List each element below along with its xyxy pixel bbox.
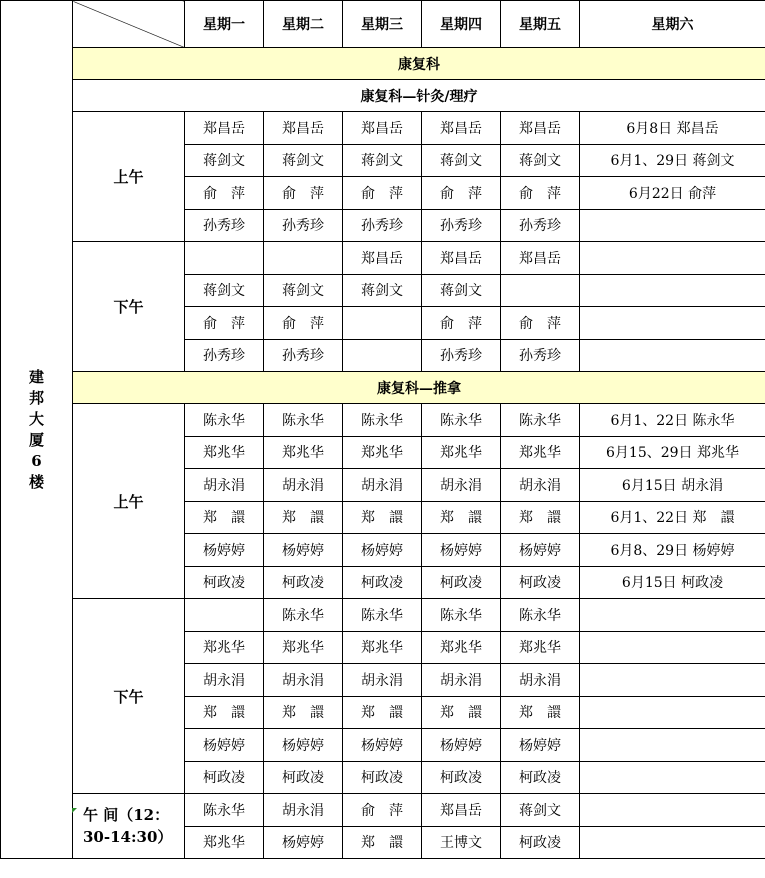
day-header: 星期三 [343,1,422,48]
saturday-cell: 6月22日 俞萍 [580,177,765,210]
doctor-cell: 蒋剑文 [185,144,264,177]
doctor-cell: 郑兆华 [422,631,501,664]
corner-cell [73,1,185,48]
doctor-cell: 胡永涓 [264,794,343,827]
doctor-cell: 郑昌岳 [422,242,501,275]
doctor-cell: 郑昌岳 [501,242,580,275]
time-slot-label: 下午 [73,599,185,794]
doctor-cell: 杨婷婷 [501,534,580,567]
saturday-cell: 6月15日 胡永涓 [580,469,765,502]
schedule-row [1,242,765,275]
doctor-cell [343,339,422,372]
building-label [1,1,73,859]
doctor-cell: 陈永华 [501,404,580,437]
saturday-cell: 6月15、29日 郑兆华 [580,436,765,469]
doctor-cell: 郑昌岳 [185,112,264,145]
saturday-cell: 6月8、29日 杨婷婷 [580,534,765,567]
doctor-cell: 蒋剑文 [264,274,343,307]
doctor-cell: 胡永涓 [264,469,343,502]
doctor-cell: 陈永华 [185,404,264,437]
doctor-cell: 胡永涓 [185,469,264,502]
doctor-cell: 郑 譞 [501,501,580,534]
doctor-cell: 孙秀珍 [264,209,343,242]
saturday-cell [580,339,765,372]
doctor-cell: 郑 譞 [343,501,422,534]
doctor-cell: 俞 萍 [185,177,264,210]
doctor-cell: 蒋剑文 [343,144,422,177]
doctor-cell: 陈永华 [264,599,343,632]
doctor-cell: 郑 譞 [185,501,264,534]
doctor-cell: 郑昌岳 [501,112,580,145]
doctor-cell: 俞 萍 [185,307,264,340]
doctor-cell: 胡永涓 [501,664,580,697]
building-char: 建 [28,367,44,386]
saturday-cell [580,274,765,307]
doctor-cell: 郑 譞 [422,696,501,729]
doctor-cell: 郑兆华 [185,826,264,859]
doctor-cell: 王博文 [422,826,501,859]
doctor-cell: 孙秀珍 [185,339,264,372]
saturday-cell: 6月1、22日 郑 譞 [580,501,765,534]
doctor-cell: 孙秀珍 [501,339,580,372]
day-header: 星期六 [580,1,765,48]
doctor-cell: 杨婷婷 [185,534,264,567]
doctor-cell: 俞 萍 [264,307,343,340]
doctor-cell: 郑兆华 [343,436,422,469]
doctor-cell: 郑兆华 [264,436,343,469]
doctor-cell: 俞 萍 [501,177,580,210]
saturday-cell: 6月8日 郑昌岳 [580,112,765,145]
doctor-cell: 俞 萍 [343,794,422,827]
header-row [1,1,765,48]
time-slot-label: 上午 [73,112,185,242]
time-slot-label: 下午 [73,242,185,372]
saturday-cell [580,599,765,632]
doctor-cell: 俞 萍 [501,307,580,340]
saturday-cell [580,631,765,664]
doctor-cell: 柯政凌 [264,761,343,794]
doctor-cell: 孙秀珍 [422,209,501,242]
saturday-cell [580,209,765,242]
doctor-cell: 郑兆华 [422,436,501,469]
doctor-cell: 陈永华 [185,794,264,827]
building-char: 楼 [28,472,44,491]
doctor-cell: 郑兆华 [343,631,422,664]
doctor-cell: 孙秀珍 [343,209,422,242]
doctor-cell: 杨婷婷 [343,729,422,762]
section-title: 康复科—针灸/理疗 [73,80,765,112]
doctor-cell: 胡永涓 [343,469,422,502]
doctor-cell: 胡永涓 [185,664,264,697]
doctor-cell: 郑兆华 [185,436,264,469]
doctor-cell: 柯政凌 [501,761,580,794]
saturday-cell [580,664,765,697]
doctor-cell: 杨婷婷 [501,729,580,762]
doctor-cell: 蒋剑文 [501,794,580,827]
saturday-cell: 6月1、22日 陈永华 [580,404,765,437]
doctor-cell: 杨婷婷 [185,729,264,762]
saturday-cell [580,729,765,762]
doctor-cell [264,242,343,275]
doctor-cell: 郑昌岳 [343,242,422,275]
doctor-cell: 郑兆华 [501,436,580,469]
dept-title: 康复科 [73,48,765,80]
building-char: 邦 [28,388,44,407]
doctor-cell: 蒋剑文 [422,274,501,307]
doctor-cell: 陈永华 [343,404,422,437]
doctor-cell: 陈永华 [343,599,422,632]
doctor-cell: 陈永华 [264,404,343,437]
saturday-cell: 6月15日 柯政凌 [580,566,765,599]
doctor-cell: 郑昌岳 [422,112,501,145]
doctor-cell: 柯政凌 [422,761,501,794]
saturday-cell [580,761,765,794]
doctor-cell: 郑兆华 [185,631,264,664]
doctor-cell [501,274,580,307]
doctor-cell: 郑 譞 [343,826,422,859]
saturday-cell [580,826,765,859]
doctor-cell: 孙秀珍 [422,339,501,372]
doctor-cell: 柯政凌 [185,566,264,599]
doctor-cell: 俞 萍 [422,177,501,210]
doctor-cell: 郑 譞 [185,696,264,729]
day-header: 星期二 [264,1,343,48]
cell-marker [72,808,77,813]
doctor-cell: 俞 萍 [422,307,501,340]
building-char: 厦 [28,430,44,449]
doctor-cell: 胡永涓 [422,469,501,502]
doctor-cell: 陈永华 [422,599,501,632]
doctor-cell: 柯政凌 [185,761,264,794]
doctor-cell: 俞 萍 [343,177,422,210]
dept-row [1,48,765,80]
doctor-cell: 孙秀珍 [185,209,264,242]
doctor-cell: 胡永涓 [343,664,422,697]
doctor-cell: 郑 譞 [501,696,580,729]
section-title-row [1,372,765,404]
doctor-cell: 杨婷婷 [264,534,343,567]
building-char: 6 [31,451,42,470]
doctor-cell: 蒋剑文 [501,144,580,177]
doctor-cell: 杨婷婷 [422,534,501,567]
saturday-cell [580,242,765,275]
doctor-cell: 郑兆华 [264,631,343,664]
saturday-cell [580,696,765,729]
doctor-cell: 杨婷婷 [264,729,343,762]
building-char: 大 [28,409,44,428]
doctor-cell: 郑 譞 [343,696,422,729]
doctor-cell: 蒋剑文 [343,274,422,307]
schedule-row [1,599,765,632]
doctor-cell: 杨婷婷 [264,826,343,859]
schedule-row [1,404,765,437]
doctor-cell: 杨婷婷 [343,534,422,567]
saturday-cell [580,794,765,827]
saturday-cell [580,307,765,340]
day-header: 星期五 [501,1,580,48]
doctor-cell: 柯政凌 [422,566,501,599]
doctor-cell: 蒋剑文 [264,144,343,177]
doctor-cell: 柯政凌 [501,826,580,859]
doctor-cell: 郑昌岳 [422,794,501,827]
doctor-cell: 郑 譞 [264,696,343,729]
day-header: 星期一 [185,1,264,48]
doctor-cell: 陈永华 [422,404,501,437]
doctor-cell: 胡永涓 [422,664,501,697]
doctor-cell [343,307,422,340]
schedule-row [1,112,765,145]
doctor-cell: 郑昌岳 [343,112,422,145]
doctor-cell: 柯政凌 [264,566,343,599]
day-header: 星期四 [422,1,501,48]
doctor-cell: 郑 譞 [422,501,501,534]
doctor-cell: 胡永涓 [501,469,580,502]
doctor-cell: 蒋剑文 [185,274,264,307]
doctor-cell: 郑昌岳 [264,112,343,145]
saturday-cell: 6月1、29日 蒋剑文 [580,144,765,177]
time-slot-label: 上午 [73,404,185,599]
doctor-cell: 胡永涓 [264,664,343,697]
section-title-row [1,80,765,112]
doctor-cell: 陈永华 [501,599,580,632]
time-slot-label: 午 间（12：30-14:30） [73,794,185,859]
schedule-row [1,794,765,827]
doctor-cell [185,599,264,632]
doctor-cell: 郑 譞 [264,501,343,534]
doctor-cell: 柯政凌 [343,566,422,599]
doctor-cell: 孙秀珍 [501,209,580,242]
doctor-cell [185,242,264,275]
doctor-cell: 蒋剑文 [422,144,501,177]
doctor-cell: 俞 萍 [264,177,343,210]
doctor-cell: 柯政凌 [343,761,422,794]
doctor-cell: 杨婷婷 [422,729,501,762]
doctor-cell: 郑兆华 [501,631,580,664]
section-title: 康复科—推拿 [73,372,765,404]
doctor-cell: 孙秀珍 [264,339,343,372]
doctor-cell: 柯政凌 [501,566,580,599]
